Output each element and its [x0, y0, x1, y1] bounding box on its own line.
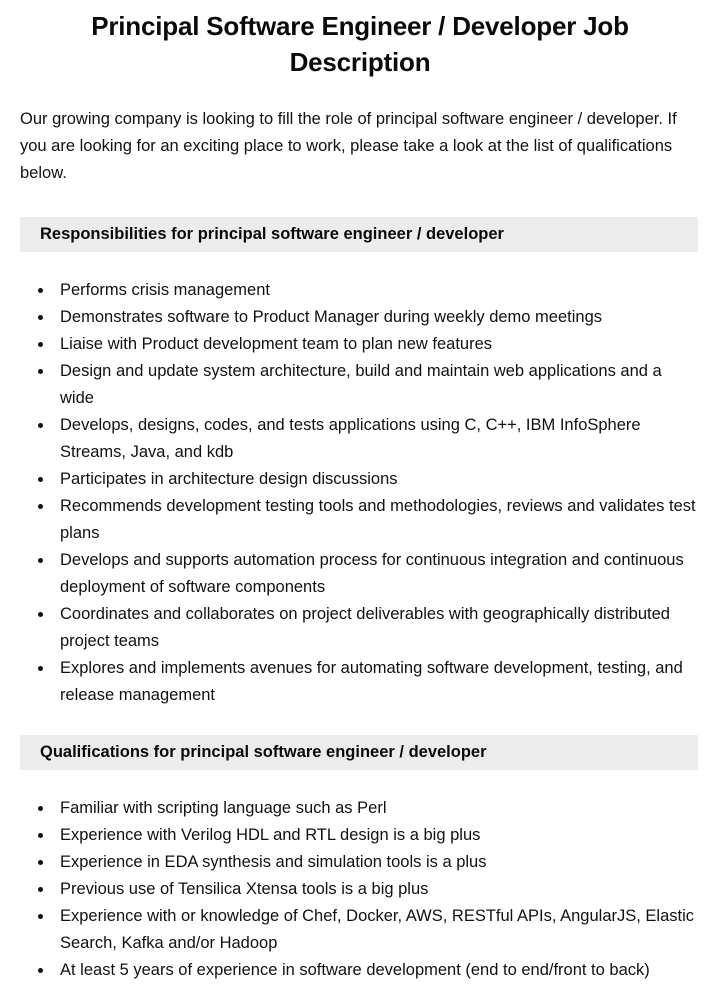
section-header-qualifications: Qualifications for principal software engineer / developer	[20, 735, 698, 770]
list-item: • Experience with Verilog HDL and RTL design is a big plus	[54, 822, 698, 849]
list-item: • Liaise with Product development team to plan new features	[54, 331, 698, 358]
list-item: • At least 5 years of experience in software development (end to end/front to back)	[54, 957, 698, 984]
list-item: • Coordinates and collaborates on project deliverables with geographically distributed project teams	[54, 601, 698, 655]
list-item: • Familiar with scripting language such as Perl	[54, 795, 698, 822]
list-item: • Performs crisis management	[54, 277, 698, 304]
list-item: • Design and update system architecture, build and maintain web applications and a wide	[54, 358, 698, 412]
list-item: • Participates in architecture design discussions	[54, 466, 698, 493]
list-item: • Explores and implements avenues for automating software development, testing, and release management	[54, 655, 698, 709]
qualifications-list	[20, 795, 698, 984]
list-item: • Experience with or knowledge of Chef, Docker, AWS, RESTful APIs, AngularJS, Elastic Search, Kafka and/or Hadoop	[54, 903, 698, 957]
list-item: • Recommends development testing tools and methodologies, reviews and validates test plans	[54, 493, 698, 547]
section-header-responsibilities: Responsibilities for principal software engineer / developer	[20, 217, 698, 252]
list-item: • Demonstrates software to Product Manager during weekly demo meetings	[54, 304, 698, 331]
list-item: • Previous use of Tensilica Xtensa tools is a big plus	[54, 876, 698, 903]
intro-paragraph: Our growing company is looking to fill the role of principal software engineer / developer. If you are looking for an exciting place to work, please take a look at the list of qualifications below.	[20, 110, 677, 182]
list-item: • Experience in EDA synthesis and simulation tools is a plus	[54, 849, 698, 876]
list-item: • Develops and supports automation process for continuous integration and continuous deployment of software components	[54, 547, 698, 601]
list-item: • Develops, designs, codes, and tests applications using C, C++, IBM InfoSphere Streams, Java, and kdb	[54, 412, 698, 466]
page-title: Principal Software Engineer / Developer Job Description	[91, 11, 629, 77]
responsibilities-list	[20, 277, 698, 709]
